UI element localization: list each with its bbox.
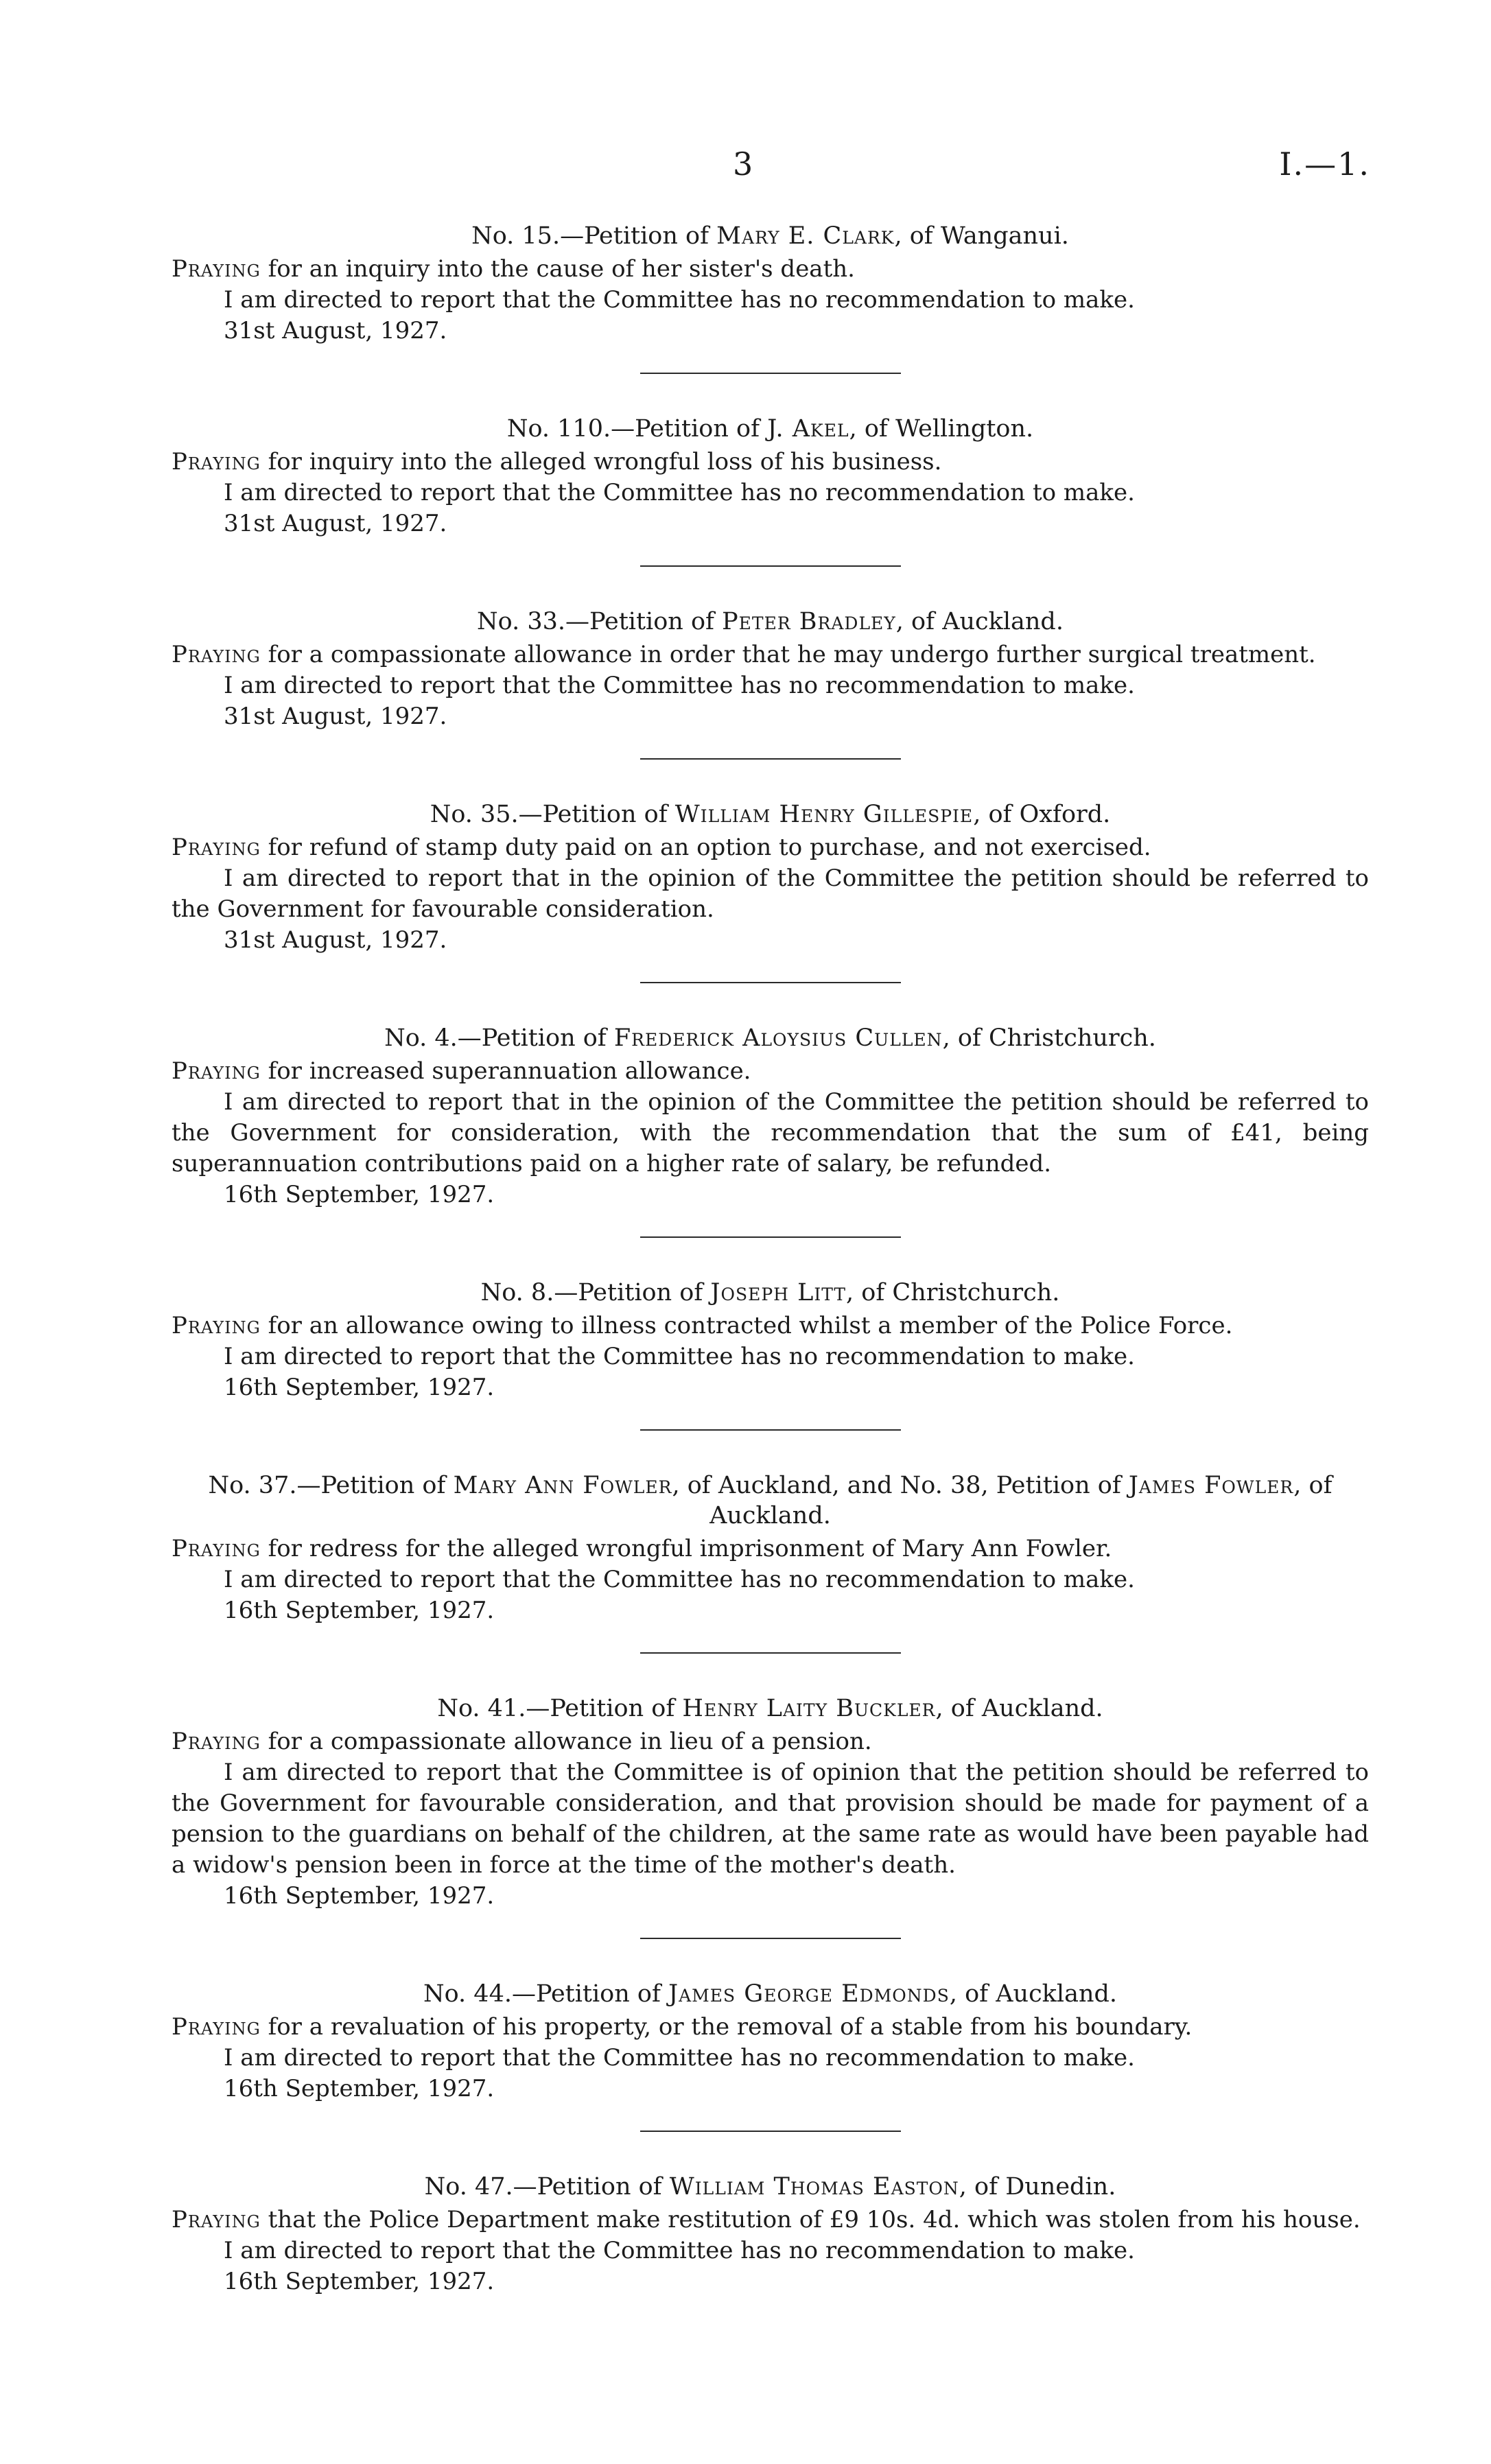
report-date: 16th September, 1927. — [224, 1597, 495, 1624]
document-body — [172, 221, 1369, 2297]
petition-location: , of Auckland, and No. 38, Petition of — [672, 1472, 1129, 1499]
petition-entry — [172, 1693, 1369, 1912]
petitioner-name: Frederick Aloysius Cullen — [613, 1024, 943, 1052]
petition-number: No. 8.—Petition of — [480, 1279, 711, 1306]
petition-entry — [172, 1979, 1369, 2104]
petition-location: , of Christchurch. — [942, 1024, 1156, 1052]
report-date: 31st August, 1927. — [224, 317, 447, 344]
petition-number: No. 33.—Petition of — [477, 608, 723, 635]
praying-label: Praying — [172, 1535, 261, 1562]
praying-paragraph — [172, 2012, 1369, 2043]
section-divider — [640, 1652, 901, 1654]
report-date: 16th September, 1927. — [224, 2075, 495, 2102]
petition-entry — [172, 1470, 1369, 1626]
petition-location: , of Dunedin. — [959, 2173, 1116, 2201]
praying-paragraph — [172, 1311, 1369, 1341]
petition-location: , of Wellington. — [849, 415, 1034, 443]
praying-label: Praying — [172, 2013, 261, 2041]
praying-text: for a compassionate allowance in lieu of a pension. — [260, 1728, 872, 1755]
praying-paragraph — [172, 447, 1369, 478]
praying-label: Praying — [172, 255, 261, 283]
petitioner-name: Peter Bradley — [722, 608, 896, 635]
section-divider — [640, 1938, 901, 1939]
petition-entry — [172, 1278, 1369, 1403]
petition-location: , of Auckland. — [895, 608, 1064, 635]
petition-heading — [172, 2172, 1369, 2202]
second-petitioner-name: James Fowler — [1128, 1472, 1294, 1499]
report-date: 31st August, 1927. — [224, 703, 447, 730]
committee-report: I am directed to report that the Committee has no recommendation to make. — [224, 672, 1135, 699]
report-date: 31st August, 1927. — [224, 510, 447, 537]
praying-paragraph — [172, 2205, 1369, 2236]
petition-number: No. 4.—Petition of — [384, 1024, 614, 1052]
report-date: 16th September, 1927. — [224, 1181, 495, 1208]
praying-label: Praying — [172, 641, 261, 668]
petition-heading — [172, 1979, 1369, 2009]
report-date: 16th September, 1927. — [224, 1882, 495, 1910]
committee-report: I am directed to report that the Committee has no recommendation to make. — [224, 2237, 1135, 2264]
praying-paragraph — [172, 1534, 1369, 1564]
petition-entry — [172, 607, 1369, 732]
report-date: 31st August, 1927. — [224, 926, 447, 954]
praying-paragraph — [172, 1726, 1369, 1757]
second-petition-location: , of Auckland. — [709, 1472, 1332, 1529]
petitioner-name: J. Akel — [767, 415, 849, 443]
praying-text: for refund of stamp duty paid on an option to purchase, and not exercised. — [260, 834, 1151, 861]
praying-text: that the Police Department make restitution of £9 10s. 4d. which was stolen from his house. — [260, 2206, 1361, 2233]
praying-text: for a revaluation of his property, or the removal of a stable from his boundary. — [260, 2013, 1193, 2041]
petitioner-name: Henry Laity Buckler — [682, 1695, 936, 1722]
petition-entry — [172, 1023, 1369, 1210]
petition-entry — [172, 799, 1369, 956]
praying-paragraph — [172, 1056, 1369, 1087]
petition-heading — [172, 607, 1369, 637]
section-divider — [640, 565, 901, 567]
petition-heading — [172, 799, 1369, 830]
praying-text: for an inquiry into the cause of her sister's death. — [260, 255, 855, 283]
committee-report: I am directed to report that in the opinion of the Committee the petition should be referred to the Government for favourable consideration. — [172, 865, 1369, 923]
petition-number: No. 47.—Petition of — [424, 2173, 670, 2201]
petition-entry — [172, 414, 1369, 539]
petition-heading — [172, 221, 1369, 251]
praying-text: for increased superannuation allowance. — [260, 1057, 751, 1085]
report-date: 16th September, 1927. — [224, 2268, 495, 2295]
petitioner-name: James George Edmonds — [668, 1980, 950, 2008]
committee-report: I am directed to report that the Committee is of opinion that the petition should be referred to the Government for favourable consideration, and that provision should be made for payment of a pension to the guardians on behalf of the children, at the same rate as would have been payable had a widow's pension been in force at the time of the mother's death. — [172, 1759, 1369, 1879]
praying-paragraph — [172, 832, 1369, 863]
section-divider — [640, 373, 901, 374]
petitioner-name: William Thomas Easton — [669, 2173, 959, 2201]
petition-number: No. 110.—Petition of — [506, 415, 768, 443]
committee-report: I am directed to report that the Committee has no recommendation to make. — [224, 1566, 1135, 1593]
petition-location: , of Wanganui. — [894, 222, 1069, 250]
petition-location: , of Christchurch. — [846, 1279, 1060, 1306]
section-divider — [640, 758, 901, 760]
petition-heading — [172, 414, 1369, 444]
petition-entry — [172, 221, 1369, 347]
praying-paragraph — [172, 254, 1369, 285]
section-divider — [640, 1429, 901, 1431]
petition-location: , of Auckland. — [935, 1695, 1103, 1722]
section-divider — [640, 2131, 901, 2132]
praying-label: Praying — [172, 2206, 261, 2233]
praying-label: Praying — [172, 1057, 261, 1085]
petition-entry — [172, 2172, 1369, 2297]
praying-text: for an allowance owing to illness contracted whilst a member of the Police Force. — [260, 1312, 1233, 1339]
section-divider — [640, 982, 901, 983]
petition-number: No. 41.—Petition of — [437, 1695, 683, 1722]
committee-report: I am directed to report that the Committee has no recommendation to make. — [224, 2044, 1135, 2072]
petition-number: No. 35.—Petition of — [430, 801, 675, 828]
praying-label: Praying — [172, 448, 261, 476]
document-reference: I.—1. — [1279, 145, 1370, 183]
section-divider — [640, 1236, 901, 1238]
committee-report: I am directed to report that the Committee has no recommendation to make. — [224, 479, 1135, 506]
petition-location: , of Auckland. — [949, 1980, 1118, 2008]
committee-report: I am directed to report that the Committee has no recommendation to make. — [224, 286, 1135, 314]
petition-number: No. 37.—Petition of — [208, 1472, 454, 1499]
committee-report: I am directed to report that the Committee has no recommendation to make. — [224, 1343, 1135, 1370]
praying-text: for redress for the alleged wrongful imprisonment of Mary Ann Fowler. — [260, 1535, 1112, 1562]
petitioner-name: Mary E. Clark — [716, 222, 895, 250]
petition-number: No. 44.—Petition of — [423, 1980, 669, 2008]
petitioner-name: Mary Ann Fowler — [453, 1472, 672, 1499]
petition-heading — [172, 1023, 1369, 1053]
praying-paragraph — [172, 640, 1369, 670]
petition-location: , of Oxford. — [973, 801, 1111, 828]
praying-text: for a compassionate allowance in order that he may undergo further surgical treatment. — [260, 641, 1316, 668]
report-date: 16th September, 1927. — [224, 1374, 495, 1401]
page-number: 3 — [733, 145, 753, 183]
petitioner-name: Joseph Litt — [710, 1279, 847, 1306]
petition-heading — [172, 1693, 1369, 1724]
petition-heading — [172, 1470, 1369, 1531]
petitioner-name: William Henry Gillespie — [674, 801, 974, 828]
praying-label: Praying — [172, 834, 261, 861]
committee-report: I am directed to report that in the opinion of the Committee the petition should be referred to the Government for consideration, with the recommendation that the sum of £41, being superannuation contributions paid on a higher rate of salary, be refunded. — [172, 1088, 1369, 1177]
petition-number: No. 15.—Petition of — [471, 222, 717, 250]
praying-label: Praying — [172, 1728, 261, 1755]
petition-heading — [172, 1278, 1369, 1308]
praying-label: Praying — [172, 1312, 261, 1339]
praying-text: for inquiry into the alleged wrongful loss of his business. — [260, 448, 942, 476]
